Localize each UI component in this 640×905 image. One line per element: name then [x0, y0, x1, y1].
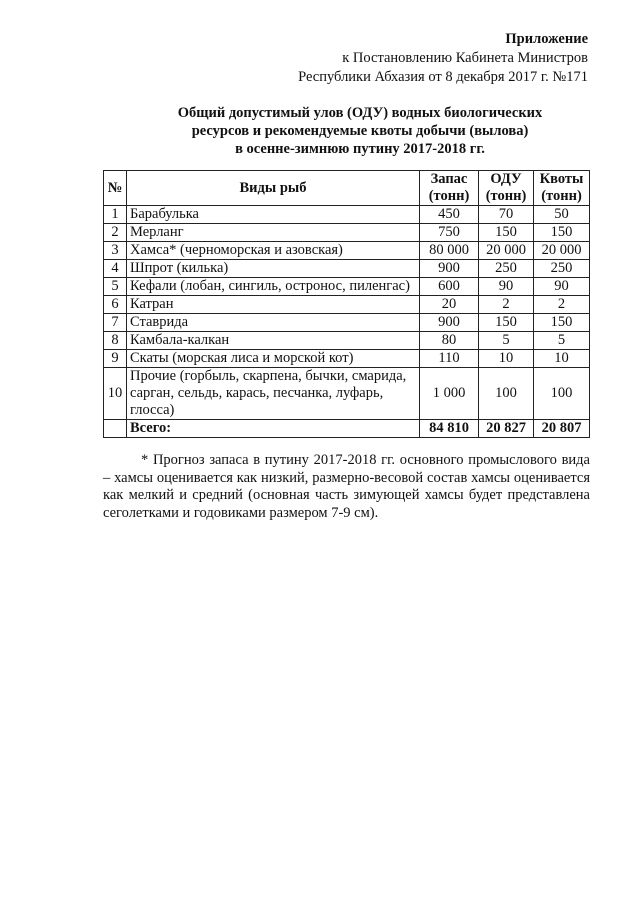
row-stock: 1 000 [420, 368, 479, 420]
header-species: Виды рыб [127, 171, 420, 206]
row-species: Барабулька [127, 206, 420, 224]
table-row [104, 224, 590, 242]
row-tac: 70 [479, 206, 534, 224]
header-quota-unit: (тонн) [541, 188, 582, 204]
header-tac-label: ОДУ [490, 171, 522, 187]
row-stock: 450 [420, 206, 479, 224]
row-tac: 100 [479, 368, 534, 420]
row-quota: 10 [534, 350, 590, 368]
total-label: Всего: [127, 420, 420, 438]
row-quota: 100 [534, 368, 590, 420]
appendix-line-1: к Постановлению Кабинета Министров [342, 50, 588, 66]
row-tac: 5 [479, 332, 534, 350]
header-tac [479, 171, 534, 206]
row-quota: 20 000 [534, 242, 590, 260]
row-tac: 150 [479, 224, 534, 242]
row-species: Камбала-калкан [127, 332, 420, 350]
row-stock: 20 [420, 296, 479, 314]
appendix-header [298, 30, 588, 87]
row-tac: 250 [479, 260, 534, 278]
title-line-3: в осенне-зимнюю путину 2017-2018 гг. [235, 141, 485, 157]
row-stock: 600 [420, 278, 479, 296]
row-num: 10 [104, 368, 127, 420]
table-row [104, 296, 590, 314]
row-quota: 5 [534, 332, 590, 350]
row-species: Шпрот (килька) [127, 260, 420, 278]
title-line-1: Общий допустимый улов (ОДУ) водных биологических [177, 105, 543, 121]
table-row [104, 314, 590, 332]
row-stock: 750 [420, 224, 479, 242]
table-row [104, 350, 590, 368]
header-stock [420, 171, 479, 206]
row-tac: 90 [479, 278, 534, 296]
row-tac: 20 000 [479, 242, 534, 260]
row-num: 8 [104, 332, 127, 350]
row-species: Мерланг [127, 224, 420, 242]
header-num: № [104, 171, 127, 206]
row-stock: 900 [420, 260, 479, 278]
row-num: 6 [104, 296, 127, 314]
row-stock: 80 000 [420, 242, 479, 260]
row-species: Прочие (горбыль, скарпена, бычки, смарида, сарган, сельдь, карась, песчанка, луфарь, глосса) [127, 368, 420, 420]
document-title [100, 104, 620, 158]
table-row [104, 332, 590, 350]
header-stock-unit: (тонн) [428, 188, 470, 204]
row-quota: 150 [534, 224, 590, 242]
title-line-2: ресурсов и рекомендуемые квоты добычи (вылова) [191, 123, 529, 139]
row-tac: 150 [479, 314, 534, 332]
row-num: 1 [104, 206, 127, 224]
row-num: 5 [104, 278, 127, 296]
total-num [104, 420, 127, 438]
total-stock: 84 810 [420, 420, 479, 438]
row-stock: 900 [420, 314, 479, 332]
row-species: Ставрида [127, 314, 420, 332]
table-header-row [104, 171, 590, 206]
footnote: * Прогноз запаса в путину 2017-2018 гг. основного промыслового вида – хамсы оценивается как низкий, размерно-весовой состав хамсы оценивается как мелкий и средний (основная часть зимующей хамсы будет представлена сеголетками и годовиками размером 7-9 см). [103, 452, 590, 521]
row-num: 4 [104, 260, 127, 278]
header-tac-unit: (тонн) [485, 188, 527, 204]
appendix-title: Приложение [505, 31, 588, 47]
row-num: 2 [104, 224, 127, 242]
header-stock-label: Запас [430, 171, 468, 187]
row-quota: 2 [534, 296, 590, 314]
total-tac: 20 827 [479, 420, 534, 438]
row-num: 7 [104, 314, 127, 332]
row-stock: 110 [420, 350, 479, 368]
row-species: Катран [127, 296, 420, 314]
row-quota: 250 [534, 260, 590, 278]
table-row [104, 368, 590, 420]
row-tac: 10 [479, 350, 534, 368]
header-quota-label: Квоты [539, 171, 584, 187]
table-row [104, 260, 590, 278]
row-species: Хамса* (черноморская и азовская) [127, 242, 420, 260]
header-quota [534, 171, 590, 206]
row-quota: 90 [534, 278, 590, 296]
table-row [104, 206, 590, 224]
quota-table [103, 170, 590, 438]
row-stock: 80 [420, 332, 479, 350]
total-row [104, 420, 590, 438]
table-row [104, 242, 590, 260]
row-quota: 150 [534, 314, 590, 332]
row-species: Кефали (лобан, сингиль, остронос, пиленгас) [127, 278, 420, 296]
row-quota: 50 [534, 206, 590, 224]
row-tac: 2 [479, 296, 534, 314]
appendix-line-2: Республики Абхазия от 8 декабря 2017 г. №171 [298, 69, 588, 85]
table-row [104, 278, 590, 296]
row-species: Скаты (морская лиса и морской кот) [127, 350, 420, 368]
row-num: 9 [104, 350, 127, 368]
total-quota: 20 807 [534, 420, 590, 438]
row-num: 3 [104, 242, 127, 260]
